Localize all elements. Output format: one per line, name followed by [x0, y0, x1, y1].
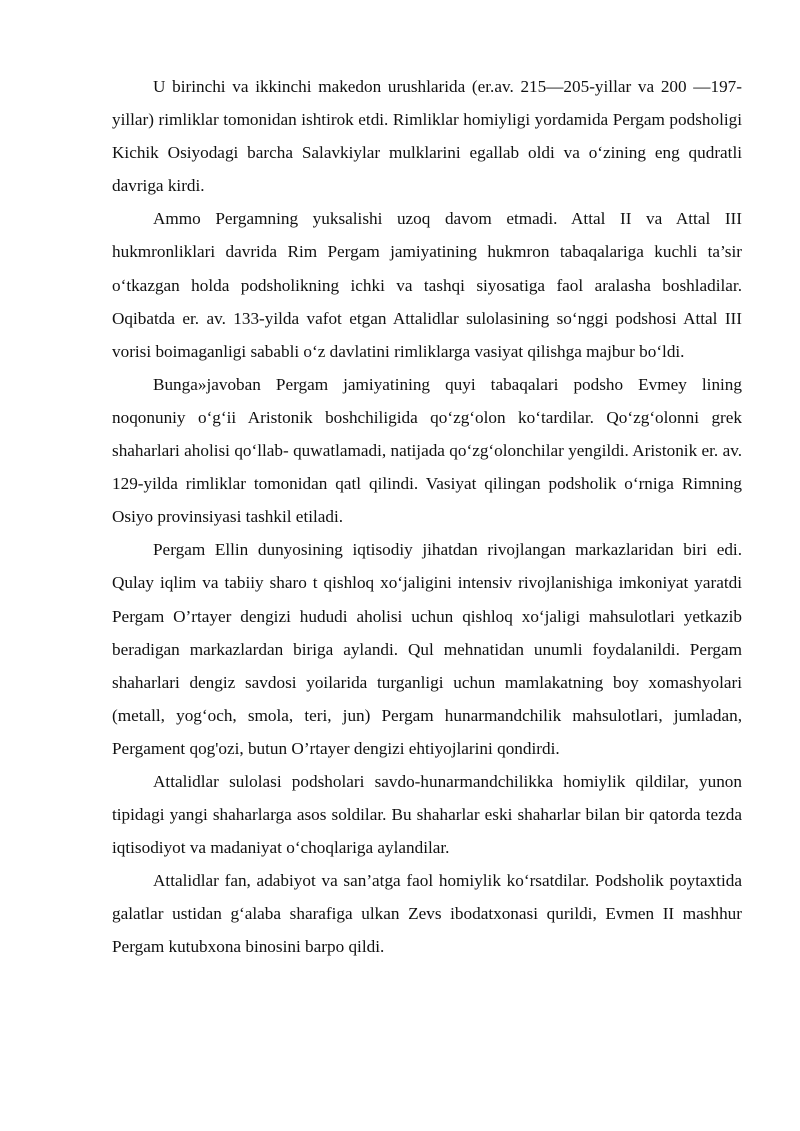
paragraph-pergam-decline: Ammo Pergamning yuksalishi uzoq davom etmadi. Attal II va Attal III hukmronliklari davrida Rim Pergam jamiyatining hukmron tabaqalariga kuchli ta’sir o‘tkazgan holda podsholikning ichki va tashqi siyosatiga faol aralasha boshladilar. Oqibatda er. av. 133-yilda vafot etgan Attalidlar sulolasining so‘nggi podshosi Attal III vorisi boimaganligi sababli o‘z davlatini rimliklarga vasiyat qilishga majbur bo‘ldi. [112, 209, 742, 361]
paragraph-makedon-wars: U birinchi va ikkinchi makedon urushlarida (er.av. 215—205-yillar va 200 —197-yillar) rimliklar tomonidan ishtirok etdi. Rimliklar homiyligi yordamida Pergam podsholigi Kichik Osiyodagi barcha Salavkiylar mulklarini egallab oldi va o‘zining eng qudratli davriga kirdi. [112, 77, 742, 196]
paragraph-pergam-economy: Pergam Ellin dunyosining iqtisodiy jihatdan rivojlangan markazlaridan biri edi. Qulay iqlim va tabiiy sharo t qishloq xo‘jaligini intensiv rivojlanishiga imkoniyat yaratdi Pergam O’rtayer dengizi hududi aholisi uchun qishloq xo‘jaligi mahsulotlari yetkazib beradigan markazlardan biriga aylandi. Qul mehnatidan unumli foydalanildi. Pergam shaharlari dengiz savdosi yoilarida turganligi uchun mamlakatning boy xomashyolari (metall, yog‘och, smola, teri, jun) Pergam hunarmandchilik mahsulotlari, jumladan, Pergament qog'ozi, butun O’rtayer dengizi ehtiyojlarini qondirdi. [112, 540, 742, 758]
paragraph-attalid-culture: Attalidlar fan, adabiyot va san’atga faol homiylik ko‘rsatdilar. Podsholik poytaxtida galatlar ustidan g‘alaba sharafiga ulkan Zevs ibodatxonasi qurildi, Evmen II mashhur Pergam kutubxona binosini barpo qildi. [112, 871, 742, 957]
paragraph-aristonik-uprising: Bunga»javoban Pergam jamiyatining quyi tabaqalari podsho Evmey lining noqonuniy o‘g‘ii Aristonik boshchiligida qo‘zg‘olon ko‘tardilar. Qo‘zg‘olonni grek shaharlari aholisi qo‘llab- quwatlamadi, natijada qo‘zg‘olonchilar yengildi. Aristonik er. av. 129-yilda rimliklar tomonidan qatl qilindi. Vasiyat qilingan podsholik o‘rniga Rimning Osiyo provinsiyasi tashkil etiladi. [112, 374, 742, 527]
document-page [112, 70, 742, 964]
paragraph-attalid-cities: Attalidlar sulolasi podsholari savdo-hunarmandchilikka homiylik qildilar, yunon tipidagi yangi shaharlarga asos soldilar. Bu shaharlar eski shaharlar bilan bir qatorda tezda iqtisodiyot va madaniyat o‘choqlariga aylandilar. [112, 771, 742, 858]
